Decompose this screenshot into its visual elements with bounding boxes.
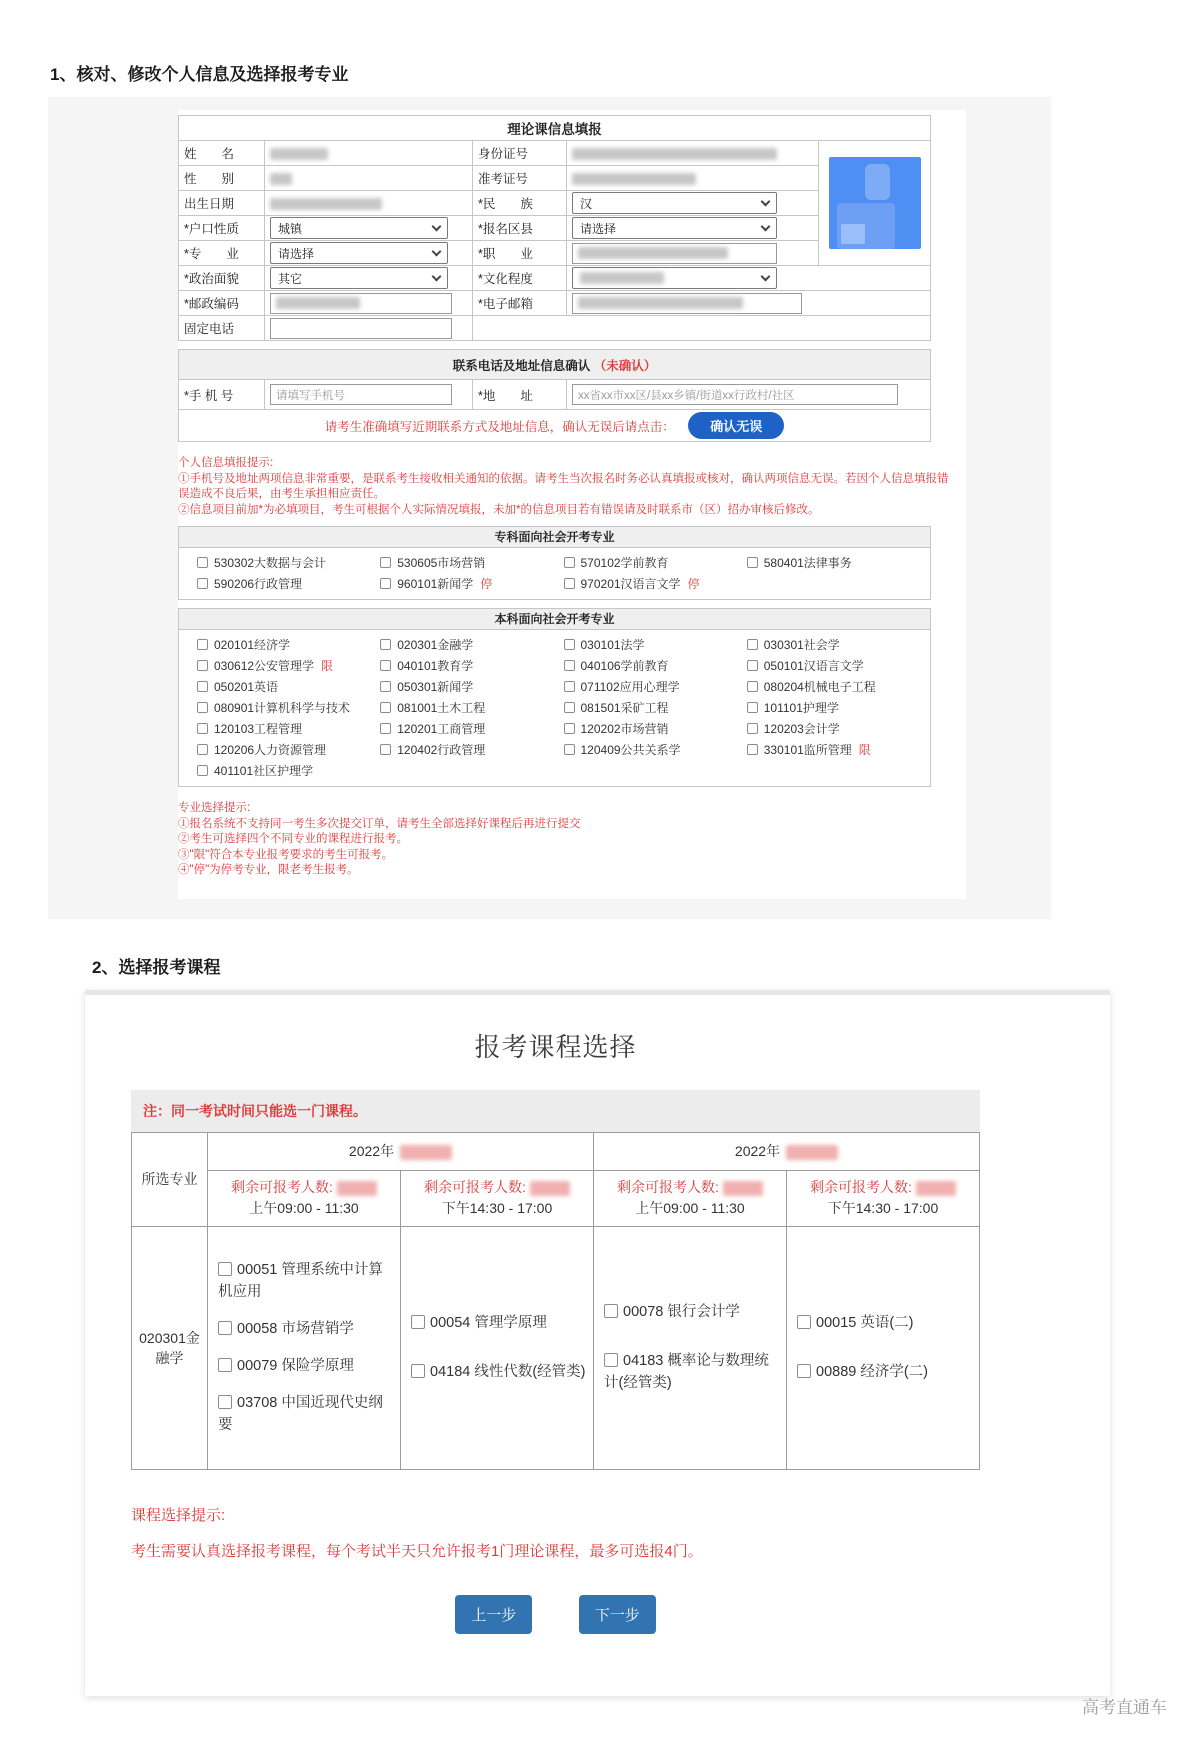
course-tips-title: 课程选择提示: [131, 1506, 226, 1524]
birthdate-label: 出生日期 [179, 191, 265, 216]
redacted-birthdate [270, 198, 382, 210]
zip-input[interactable] [270, 293, 452, 314]
checkbox-icon[interactable] [197, 765, 208, 776]
address-input[interactable] [572, 384, 898, 405]
contact-confirm-table [178, 349, 931, 442]
hukou-selected-value: 城镇 [278, 221, 303, 236]
mobile-placeholder: 请填写手机号 [276, 389, 345, 402]
major-flag: 停 [687, 577, 700, 591]
major-checkbox-label: 120103工程管理 [214, 722, 303, 736]
watermark: 高考直通车 [1082, 1698, 1167, 1717]
redacted-job [578, 247, 728, 259]
redacted-email [578, 297, 743, 309]
form-title: 理论课信息填报 [179, 116, 931, 141]
checkbox-icon[interactable] [380, 639, 391, 650]
major-checkbox-label: 120409公共关系学 [580, 743, 681, 757]
major-checkbox-label: 120201工商管理 [397, 722, 486, 736]
candidate-photo [829, 157, 921, 249]
checkbox-icon[interactable] [411, 1315, 425, 1329]
district-select[interactable] [572, 217, 777, 239]
major-checkbox-item[interactable] [380, 575, 563, 592]
course-checkbox-item[interactable] [604, 1301, 782, 1323]
checkbox-icon[interactable] [197, 557, 208, 568]
checkbox-icon[interactable] [564, 744, 575, 755]
checkbox-icon[interactable] [604, 1304, 618, 1318]
district-label: *报名区县 [473, 216, 567, 241]
major-checkbox-label: 050301新闻学 [397, 680, 474, 694]
checkbox-icon[interactable] [747, 639, 758, 650]
course-label: 00889 经济学(二) [816, 1364, 929, 1380]
checkbox-icon[interactable] [411, 1364, 425, 1378]
zip-cell [265, 291, 473, 316]
checkbox-icon[interactable] [564, 557, 575, 568]
major-checkbox-label: 330101监所管理 [763, 743, 852, 757]
checkbox-icon[interactable] [747, 681, 758, 692]
course-label: 04183 概率论与数理统计(经管类) [604, 1353, 769, 1391]
redacted-name [270, 148, 328, 160]
checkbox-icon[interactable] [218, 1358, 232, 1372]
gender-value [265, 166, 473, 191]
major-checkbox-label: 080901计算机科学与技术 [214, 701, 351, 715]
major-checkbox-label: 970201汉语言文学 [580, 577, 681, 591]
checkbox-icon[interactable] [380, 578, 391, 589]
major-checkbox-label: 030612公安管理学 [214, 659, 315, 673]
confirm-row [179, 410, 931, 442]
course-cell-session-3 [594, 1226, 787, 1469]
major-checkbox-label: 120203会计学 [763, 722, 840, 736]
major-checkbox-label: 050101汉语言文学 [763, 659, 864, 673]
checkbox-icon[interactable] [564, 723, 575, 734]
checkbox-icon[interactable] [604, 1353, 618, 1367]
major-checkbox-item[interactable] [380, 678, 563, 695]
chevron-down-icon [432, 246, 442, 256]
course-checkbox-item[interactable] [797, 1312, 975, 1334]
course-checkbox-item[interactable] [218, 1259, 396, 1303]
chevron-down-icon [432, 221, 442, 231]
gender-label: 性 别 [179, 166, 265, 191]
section1-heading: 1、核对、修改个人信息及选择报考专业 [50, 65, 349, 84]
checkbox-icon[interactable] [747, 744, 758, 755]
course-panel-title: 报考课程选择 [474, 1031, 637, 1062]
id-number-value [567, 141, 819, 166]
job-input[interactable] [572, 243, 777, 264]
major-checkbox-item[interactable] [197, 636, 380, 653]
tip-line: ④"停"为停考专业，限老考生报考。 [178, 864, 359, 876]
name-value [265, 141, 473, 166]
phone-cell [265, 316, 473, 341]
major-checkbox-item[interactable] [747, 678, 930, 695]
phone-input[interactable] [270, 318, 452, 339]
exam-year-2: 2022年 [734, 1143, 781, 1159]
major-select[interactable] [270, 242, 448, 264]
redacted-education [580, 272, 664, 284]
email-input[interactable] [572, 293, 802, 314]
checkbox-icon[interactable] [380, 723, 391, 734]
major-checkbox-item[interactable] [380, 699, 563, 716]
address-placeholder: xx省xx市xx区/县xx乡镇/街道xx行政村/社区 [578, 389, 795, 402]
politics-select[interactable] [270, 267, 448, 289]
contact-title: 联系电话及地址信息确认 [452, 358, 591, 373]
job-label: *职 业 [473, 241, 567, 266]
tip-line: ③"限"符合本专业报考要求的考生可报考。 [178, 848, 394, 861]
major-checkbox-item[interactable] [564, 657, 747, 674]
ethnic-selected-value: 汉 [580, 196, 593, 211]
session-time: 上午09:00 - 11:30 [635, 1200, 745, 1216]
politics-label: *政治面貌 [179, 266, 265, 291]
checkbox-icon[interactable] [218, 1321, 232, 1335]
course-label: 03708 中国近现代史纲要 [218, 1395, 383, 1433]
checkbox-icon[interactable] [797, 1315, 811, 1329]
course-checkbox-item[interactable] [411, 1361, 589, 1383]
major-checkbox-item[interactable] [564, 678, 747, 695]
checkbox-icon[interactable] [747, 660, 758, 671]
major-checkbox-label: 120402行政管理 [397, 743, 486, 757]
email-cell [567, 291, 931, 316]
empty-cell [473, 316, 931, 341]
major-checkbox-label: 101101护理学 [763, 701, 839, 715]
hukou-label: *户口性质 [179, 216, 265, 241]
major-select-tips [178, 801, 950, 879]
address-cell [567, 380, 931, 410]
phone-label: 固定电话 [179, 316, 265, 341]
personal-info-form [178, 115, 931, 341]
redacted-exam-date [786, 1145, 838, 1160]
id-number-label: 身份证号 [473, 141, 567, 166]
checkbox-icon[interactable] [564, 681, 575, 692]
major-checkbox-item[interactable] [564, 554, 747, 571]
ethnic-cell [567, 191, 819, 216]
chevron-down-icon [761, 196, 771, 206]
course-label: 00051 管理系统中计算机应用 [218, 1262, 383, 1300]
major-checkbox-item[interactable] [380, 554, 563, 571]
major-checkbox-label: 040101教育学 [397, 659, 474, 673]
major-checkbox-item[interactable] [564, 699, 747, 716]
politics-cell [265, 266, 473, 291]
checkbox-icon[interactable] [564, 578, 575, 589]
major-checkbox-label: 120206人力资源管理 [214, 743, 327, 757]
checkbox-icon[interactable] [564, 702, 575, 713]
major-checkbox-label: 030101法学 [580, 638, 645, 652]
major-checkbox-item[interactable] [747, 657, 930, 674]
course-checkbox-item[interactable] [218, 1318, 396, 1340]
major-checkbox-label: 081501采矿工程 [580, 701, 669, 715]
major-checkbox-label: 590206行政管理 [214, 577, 303, 591]
major-checkbox-item[interactable] [197, 720, 380, 737]
mobile-input[interactable] [270, 384, 452, 405]
checkbox-icon[interactable] [197, 681, 208, 692]
next-step-button[interactable]: 下一步 [579, 1595, 656, 1634]
major-checkbox-item[interactable] [747, 741, 930, 758]
course-checkbox-item[interactable] [218, 1355, 396, 1377]
checkbox-icon[interactable] [197, 723, 208, 734]
major-checkbox-label: 020101经济学 [214, 638, 291, 652]
major-checkbox-label: 071102应用心理学 [580, 680, 680, 694]
course-cell-session-4 [787, 1226, 980, 1469]
major-checkbox-label: 081001土木工程 [397, 701, 486, 715]
major-checkbox-item[interactable] [564, 720, 747, 737]
mobile-label: *手 机 号 [179, 380, 265, 410]
ticket-number-label: 准考证号 [473, 166, 567, 191]
checkbox-icon[interactable] [564, 660, 575, 671]
session-header-1: 剩余可报考人数: 上午09:00 - 11:30 [208, 1170, 401, 1226]
checkbox-icon[interactable] [197, 660, 208, 671]
major-checkbox-item[interactable] [197, 699, 380, 716]
major-flag: 停 [480, 577, 493, 591]
course-selection-panel [85, 990, 1110, 1696]
course-cell-session-2 [401, 1226, 594, 1469]
session-time: 下午14:30 - 17:00 [827, 1200, 939, 1216]
course-checkbox-item[interactable] [604, 1350, 782, 1394]
chevron-down-icon [761, 271, 771, 281]
prev-step-button[interactable]: 上一步 [455, 1595, 532, 1634]
benke-grid [179, 630, 930, 786]
course-checkbox-item[interactable] [797, 1361, 975, 1383]
zhuanke-major-table [178, 526, 931, 600]
course-label: 00079 保险学原理 [237, 1358, 354, 1374]
course-tips-line: 考生需要认真选择报考课程，每个考试半天只允许报考1门理论课程，最多可选报4门。 [131, 1542, 703, 1560]
chevron-down-icon [761, 221, 771, 231]
tip-line: ②考生可选择四个不同专业的课程进行报考。 [178, 833, 408, 845]
checkbox-icon[interactable] [380, 681, 391, 692]
address-label: *地 址 [473, 380, 567, 410]
photo-silhouette-head [865, 164, 890, 200]
major-flag: 限 [321, 659, 334, 673]
checkbox-icon[interactable] [218, 1262, 232, 1276]
hukou-select[interactable] [270, 217, 448, 239]
major-checkbox-label: 580401法律事务 [763, 556, 852, 570]
checkbox-icon[interactable] [380, 702, 391, 713]
major-label: *专 业 [179, 241, 265, 266]
redacted-id-number [572, 148, 777, 160]
confirm-button[interactable]: 确认无误 [688, 412, 784, 439]
checkbox-icon[interactable] [747, 702, 758, 713]
major-checkbox-item[interactable] [197, 575, 380, 592]
benke-header: 本科面向社会开考专业 [179, 609, 930, 630]
section2-heading: 2、选择报考课程 [92, 957, 221, 977]
course-note: 注：同一考试时间只能选一门课程。 [131, 1090, 980, 1132]
major-checkbox-item[interactable] [197, 741, 380, 758]
checkbox-icon[interactable] [747, 557, 758, 568]
photo-silhouette-block [841, 224, 865, 244]
checkbox-icon[interactable] [218, 1395, 232, 1409]
redacted-zip [276, 297, 360, 309]
tips-title: 个人信息填报提示: [178, 457, 274, 469]
checkbox-icon[interactable] [197, 702, 208, 713]
ethnic-select[interactable] [572, 192, 777, 214]
major-checkbox-item[interactable] [197, 657, 380, 674]
major-checkbox-label: 570102学前教育 [580, 556, 669, 570]
redacted-remaining-count [916, 1181, 956, 1196]
major-cell [265, 241, 473, 266]
district-selected-value: 请选择 [580, 221, 617, 236]
session-header-2: 剩余可报考人数: 下午14:30 - 17:00 [401, 1170, 594, 1226]
session-header-3: 剩余可报考人数: 上午09:00 - 11:30 [594, 1170, 787, 1226]
redacted-gender [270, 173, 292, 185]
major-checkbox-item[interactable] [564, 636, 747, 653]
major-checkbox-item[interactable] [380, 720, 563, 737]
district-cell [567, 216, 819, 241]
course-label: 04184 线性代数(经管类) [430, 1364, 586, 1380]
checkbox-icon[interactable] [380, 557, 391, 568]
name-label: 姓 名 [179, 141, 265, 166]
course-label: 00078 银行会计学 [623, 1304, 740, 1320]
course-label: 00058 市场营销学 [237, 1321, 354, 1337]
ethnic-label: *民 族 [473, 191, 567, 216]
tip-line: ②信息项目前加*为必填项目，考生可根据个人实际情况填报，未加*的信息项目若有错误请及时联系市（区）招办审核后修改。 [178, 503, 820, 516]
major-checkbox-item[interactable] [747, 554, 930, 571]
step-buttons [131, 1595, 980, 1634]
session-header-4: 剩余可报考人数: 下午14:30 - 17:00 [787, 1170, 980, 1226]
major-checkbox-label: 401101社区护理学 [214, 764, 314, 778]
major-checkbox-label: 960101新闻学 [397, 577, 474, 591]
checkbox-icon[interactable] [380, 744, 391, 755]
course-label: 00015 英语(二) [816, 1315, 914, 1331]
redacted-ticket-number [572, 173, 696, 185]
personal-info-tips [178, 456, 950, 518]
contact-status-unconfirmed: （未确认） [593, 358, 657, 373]
photo-cell [819, 141, 931, 266]
course-checkbox-item[interactable] [411, 1312, 589, 1334]
exam-date-header-2 [594, 1132, 980, 1170]
course-checkbox-item[interactable] [218, 1392, 396, 1436]
job-cell [567, 241, 819, 266]
contact-header [179, 350, 931, 380]
major-checkbox-label: 080204机械电子工程 [763, 680, 876, 694]
personal-info-content [178, 110, 966, 899]
email-label: *电子邮箱 [473, 291, 567, 316]
redacted-exam-date [400, 1145, 452, 1160]
exam-year-1: 2022年 [348, 1143, 395, 1159]
redacted-remaining-count [337, 1181, 377, 1196]
education-select[interactable] [572, 267, 777, 289]
major-checkbox-item[interactable] [197, 762, 380, 779]
checkbox-icon[interactable] [797, 1364, 811, 1378]
tip-line: ①手机号及地址两项信息非常重要，是联系考生接收相关通知的依据。请考生当次报名时务必认真填报或核对，确认两项信息无误。若因个人信息填报错误造成不良后果，由考生承担相应责任。 [178, 472, 949, 500]
major-checkbox-label: 020301金融学 [397, 638, 474, 652]
major-checkbox-item[interactable] [747, 699, 930, 716]
course-select-tips [131, 1504, 1110, 1561]
education-cell [567, 266, 931, 291]
hukou-cell [265, 216, 473, 241]
checkbox-icon[interactable] [564, 639, 575, 650]
tip-line: ①报名系统不支持同一考生多次提交订单，请考生全部选择好课程后再进行提交 [178, 817, 581, 830]
exam-date-header-1 [208, 1132, 594, 1170]
major-selected-value: 请选择 [278, 246, 315, 261]
zhuanke-grid [179, 548, 930, 599]
chevron-down-icon [432, 271, 442, 281]
personal-info-panel [48, 97, 1051, 919]
birthdate-value [265, 191, 473, 216]
selected-major-header: 所选专业 [132, 1132, 208, 1226]
course-table [131, 1132, 980, 1470]
checkbox-icon[interactable] [380, 660, 391, 671]
major-checkbox-label: 530302大数据与会计 [214, 556, 327, 570]
major-checkbox-item[interactable] [197, 554, 380, 571]
zip-label: *邮政编码 [179, 291, 265, 316]
redacted-remaining-count [723, 1181, 763, 1196]
course-cell-session-1 [208, 1226, 401, 1469]
major-checkbox-label: 040106学前教育 [580, 659, 669, 673]
course-label: 00054 管理学原理 [430, 1315, 547, 1331]
major-checkbox-item[interactable] [197, 678, 380, 695]
selected-major-value: 020301金融学 [132, 1226, 208, 1469]
major-checkbox-item[interactable] [564, 741, 747, 758]
major-checkbox-item[interactable] [380, 636, 563, 653]
major-checkbox-item[interactable] [380, 741, 563, 758]
zhuanke-header: 专科面向社会开考专业 [179, 527, 930, 548]
checkbox-icon[interactable] [197, 639, 208, 650]
confirm-hint: 请考生准确填写近期联系方式及地址信息，确认无误后请点击： [324, 420, 675, 434]
major-checkbox-label: 530605市场营销 [397, 556, 486, 570]
redacted-remaining-count [530, 1181, 570, 1196]
tips-title: 专业选择提示: [178, 802, 251, 814]
session-time: 下午14:30 - 17:00 [441, 1200, 553, 1216]
politics-selected-value: 其它 [278, 271, 303, 286]
session-time: 上午09:00 - 11:30 [249, 1200, 359, 1216]
major-checkbox-label: 120202市场营销 [580, 722, 669, 736]
mobile-cell [265, 380, 473, 410]
major-checkbox-label: 030301社会学 [763, 638, 840, 652]
checkbox-icon[interactable] [197, 578, 208, 589]
major-checkbox-label: 050201英语 [214, 680, 279, 694]
major-checkbox-item[interactable] [564, 575, 747, 592]
ticket-number-value [567, 166, 819, 191]
major-checkbox-item[interactable] [747, 636, 930, 653]
benke-major-table [178, 608, 931, 787]
checkbox-icon[interactable] [747, 723, 758, 734]
education-label: *文化程度 [473, 266, 567, 291]
major-checkbox-item[interactable] [380, 657, 563, 674]
checkbox-icon[interactable] [197, 744, 208, 755]
major-flag: 限 [858, 743, 871, 757]
major-checkbox-item[interactable] [747, 720, 930, 737]
